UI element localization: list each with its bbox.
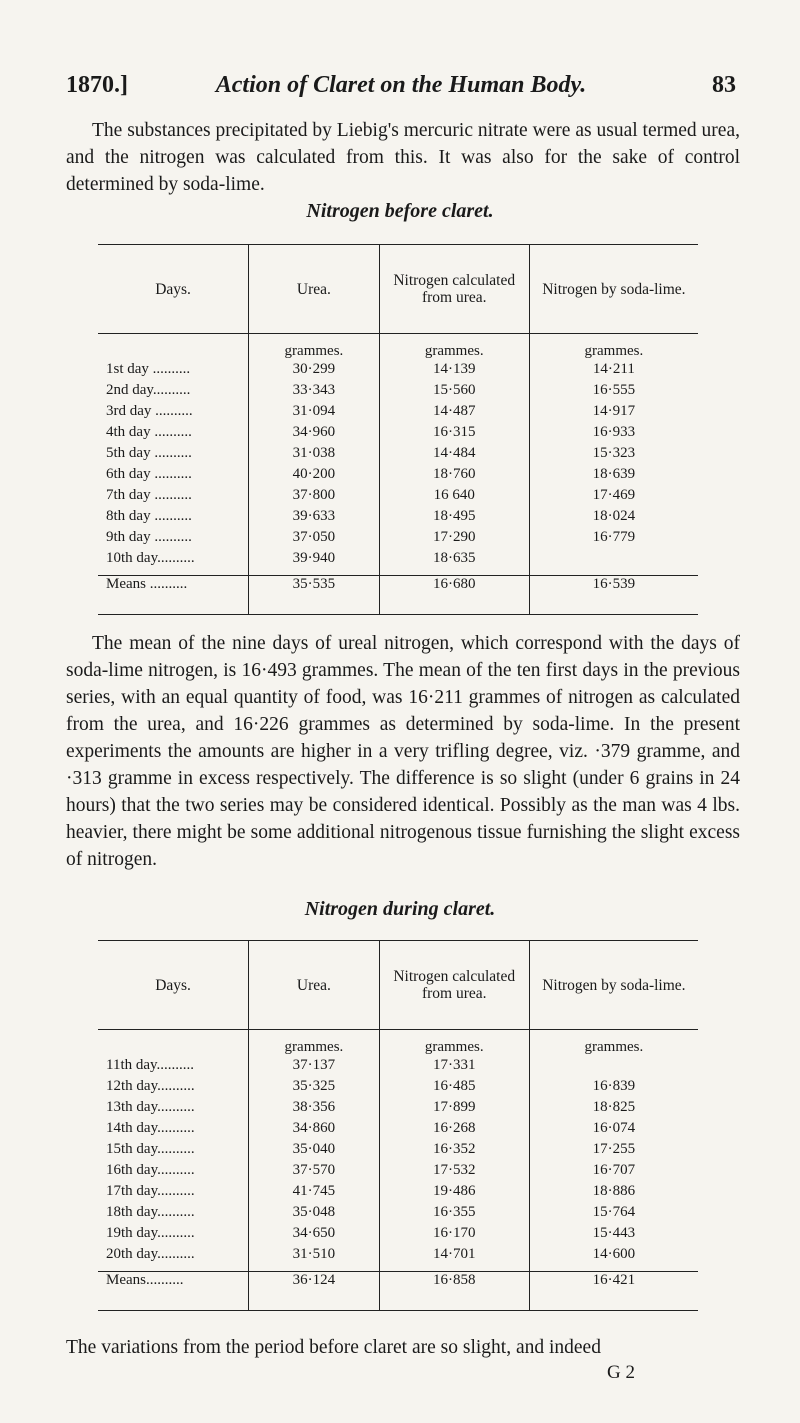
- nitrogen-soda-value: 18·639: [592, 466, 636, 482]
- nitrogen-calc-value: 16·315: [432, 424, 476, 440]
- nitrogen-calculated-column: [379, 334, 529, 576]
- day-label: 13th day..........: [106, 1099, 195, 1115]
- table-during-claret: [98, 940, 698, 1311]
- nitrogen-soda-value: 15·443: [592, 1225, 636, 1241]
- nitrogen-soda-value: [530, 548, 698, 569]
- urea-value: 40·200: [292, 466, 336, 482]
- nitrogen-calculated-column: [379, 1030, 529, 1272]
- unit-label: grammes.: [284, 343, 344, 359]
- nitrogen-calc-value: 17·532: [432, 1162, 476, 1178]
- urea-value: 35·040: [292, 1141, 336, 1157]
- header-urea: Urea.: [249, 245, 380, 334]
- day-label: 11th day..........: [106, 1057, 195, 1073]
- nitrogen-soda-lime-column: [529, 1030, 698, 1272]
- urea-value: 30·299: [292, 361, 336, 377]
- urea-column: [249, 1030, 380, 1272]
- nitrogen-soda-value: 16·074: [592, 1120, 636, 1136]
- nitrogen-calc-value: 18·495: [432, 508, 476, 524]
- unit-label: grammes.: [424, 1039, 484, 1055]
- urea-value: 35·048: [292, 1204, 336, 1220]
- day-label: 8th day ..........: [106, 508, 192, 524]
- nitrogen-soda-value: 16·707: [592, 1162, 636, 1178]
- nitrogen-soda-value: 18·024: [592, 508, 636, 524]
- nitrogen-soda-value: 14·211: [592, 361, 635, 377]
- means-nitrogen-soda: 16·421: [529, 1272, 698, 1311]
- nitrogen-calc-value: 19·486: [432, 1183, 476, 1199]
- day-label: 12th day..........: [106, 1078, 195, 1094]
- nitrogen-calc-value: 17·290: [432, 529, 476, 545]
- header-nitrogen-soda-lime: Nitrogen by soda-lime.: [529, 941, 698, 1030]
- header-days: Days.: [98, 941, 249, 1030]
- days-column: [98, 1030, 249, 1272]
- header-nitrogen-soda-lime: Nitrogen by soda-lime.: [529, 245, 698, 334]
- urea-value: 34·960: [292, 424, 336, 440]
- day-label: 14th day..........: [106, 1120, 195, 1136]
- header-title: Action of Claret on the Human Body.: [215, 72, 587, 98]
- nitrogen-soda-value: [530, 1055, 698, 1076]
- nitrogen-calc-value: 14·484: [432, 445, 476, 461]
- nitrogen-soda-lime-column: [529, 334, 698, 576]
- signature-mark: G 2: [607, 1362, 635, 1383]
- nitrogen-soda-value: 16·839: [592, 1078, 636, 1094]
- urea-value: 34·650: [292, 1225, 336, 1241]
- urea-value: 41·745: [292, 1183, 336, 1199]
- day-label: 4th day ..........: [106, 424, 192, 440]
- nitrogen-soda-value: 17·469: [592, 487, 636, 503]
- urea-value: 39·940: [292, 550, 336, 566]
- nitrogen-calc-value: 16 640: [433, 487, 475, 503]
- urea-value: 34·860: [292, 1120, 336, 1136]
- table2-caption: Nitrogen during claret.: [304, 898, 496, 920]
- header-nitrogen-calculated: Nitrogen calculated from urea.: [379, 245, 529, 334]
- day-label: 7th day ..........: [106, 487, 192, 503]
- day-label: 6th day ..........: [106, 466, 192, 482]
- means-urea: 35·535: [249, 576, 380, 615]
- urea-value: 37·050: [292, 529, 336, 545]
- nitrogen-soda-value: 17·255: [592, 1141, 636, 1157]
- unit-label: grammes.: [584, 343, 644, 359]
- urea-value: 31·038: [292, 445, 336, 461]
- nitrogen-calc-value: 18·635: [432, 550, 476, 566]
- day-label: 16th day..........: [106, 1162, 195, 1178]
- nitrogen-calc-value: 14·139: [432, 361, 476, 377]
- header-urea: Urea.: [249, 941, 380, 1030]
- header-days: Days.: [98, 245, 249, 334]
- nitrogen-calc-value: 16·355: [432, 1204, 476, 1220]
- nitrogen-soda-value: 14·600: [592, 1246, 636, 1262]
- urea-value: 38·356: [292, 1099, 336, 1115]
- unit-label: grammes.: [284, 1039, 344, 1055]
- means-nitrogen-soda: 16·539: [529, 576, 698, 615]
- day-label: 20th day..........: [106, 1246, 195, 1262]
- urea-value: 35·325: [292, 1078, 336, 1094]
- urea-value: 37·800: [292, 487, 336, 503]
- urea-value: 33·343: [292, 382, 336, 398]
- paragraph-discussion: The mean of the nine days of ureal nitrogen, which correspond with the days of soda-lime nitrogen, is 16·493 grammes. The mean of the ten first days in the previous series, with an equal quantity of food, was 16·211 grammes of nitrogen as calculated from the urea, and 16·226 grammes as determined by soda-lime. In the present experiments the amounts are higher in a very trifling degree, viz. ·379 gramme, and ·313 gramme in excess respectively. The difference is so slight (under 6 grains in 24 hours) that the two series may be considered identical. Possibly as the man was 4 lbs. heavier, there might be some additional nitrogenous tissue furnishing the slight excess of nitrogen.: [66, 633, 740, 870]
- means-label: Means..........: [98, 1272, 249, 1311]
- urea-value: 37·137: [292, 1057, 336, 1073]
- means-row: [98, 1272, 698, 1311]
- day-label: 1st day ..........: [106, 361, 191, 377]
- nitrogen-calc-value: 14·701: [432, 1246, 476, 1262]
- nitrogen-calc-value: 16·485: [432, 1078, 476, 1094]
- means-row: [98, 576, 698, 615]
- table1-caption: Nitrogen before claret.: [306, 200, 494, 222]
- means-nitrogen-calc: 16·680: [379, 576, 529, 615]
- nitrogen-calc-value: 17·331: [432, 1057, 476, 1073]
- urea-value: 37·570: [292, 1162, 336, 1178]
- nitrogen-soda-value: 16·933: [592, 424, 636, 440]
- header-year: 1870.]: [66, 72, 128, 98]
- nitrogen-calc-value: 14·487: [432, 403, 476, 419]
- day-label: 3rd day ..........: [106, 403, 193, 419]
- nitrogen-soda-value: 15·764: [592, 1204, 636, 1220]
- urea-column: [249, 334, 380, 576]
- nitrogen-soda-value: 16·779: [592, 529, 636, 545]
- urea-value: 31·094: [292, 403, 336, 419]
- table-before-claret: [98, 244, 698, 615]
- nitrogen-soda-value: 18·886: [592, 1183, 636, 1199]
- day-label: 9th day ..........: [106, 529, 192, 545]
- urea-value: 39·633: [292, 508, 336, 524]
- running-header: [66, 72, 736, 112]
- day-label: 15th day..........: [106, 1141, 195, 1157]
- day-label: 18th day..........: [106, 1204, 195, 1220]
- paragraph-closing: The variations from the period before claret are so slight, and indeed: [66, 1337, 601, 1358]
- day-label: 2nd day..........: [106, 382, 191, 398]
- nitrogen-soda-value: 14·917: [592, 403, 636, 419]
- day-label: 10th day..........: [106, 550, 195, 566]
- day-label: 5th day ..........: [106, 445, 192, 461]
- paragraph-intro: The substances precipitated by Liebig's mercuric nitrate were as usual termed urea, and the nitrogen was calculated from this. It was also for the sake of control determined by soda-lime.: [66, 120, 740, 195]
- means-label: Means ..........: [98, 576, 249, 615]
- nitrogen-calc-value: 18·760: [432, 466, 476, 482]
- day-label: 17th day..........: [106, 1183, 195, 1199]
- unit-label: grammes.: [424, 343, 484, 359]
- nitrogen-calc-value: 16·268: [432, 1120, 476, 1136]
- nitrogen-soda-value: 18·825: [592, 1099, 636, 1115]
- nitrogen-soda-value: 16·555: [592, 382, 636, 398]
- nitrogen-soda-value: 15·323: [592, 445, 636, 461]
- days-column: [98, 334, 249, 576]
- header-nitrogen-calculated: Nitrogen calculated from urea.: [379, 941, 529, 1030]
- page-number: 83: [712, 72, 736, 98]
- means-urea: 36·124: [249, 1272, 380, 1311]
- nitrogen-calc-value: 16·170: [432, 1225, 476, 1241]
- nitrogen-calc-value: 15·560: [432, 382, 476, 398]
- day-label: 19th day..........: [106, 1225, 195, 1241]
- nitrogen-calc-value: 17·899: [432, 1099, 476, 1115]
- means-nitrogen-calc: 16·858: [379, 1272, 529, 1311]
- unit-label: grammes.: [584, 1039, 644, 1055]
- nitrogen-calc-value: 16·352: [432, 1141, 476, 1157]
- urea-value: 31·510: [292, 1246, 336, 1262]
